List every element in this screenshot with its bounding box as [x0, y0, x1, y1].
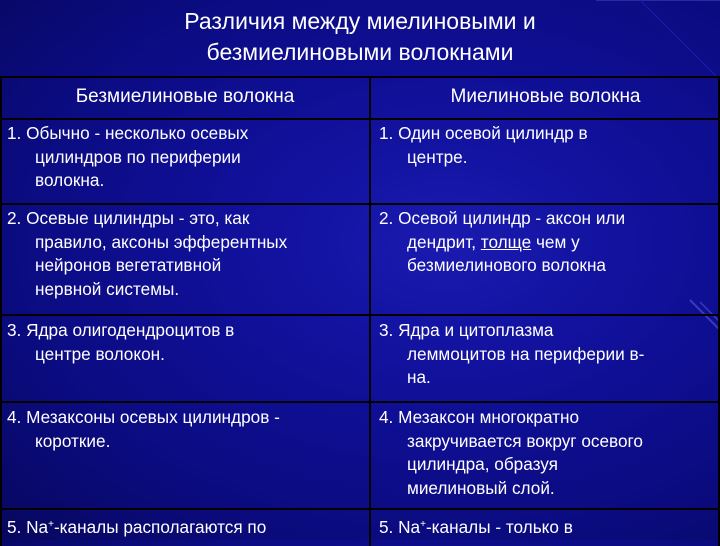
row-2-left-line: нервной системы. [35, 278, 180, 299]
row-4-unmyelinated [7, 406, 280, 453]
slide-title [0, 6, 720, 68]
row-4-right-line: закручивается вокруг осевого [407, 430, 643, 451]
row-2-left-line: правило, аксоны эфферентных [35, 231, 288, 252]
slide-title-line-1: Различия между миелиновыми и [184, 8, 536, 34]
row-5-unmyelinated [7, 516, 266, 540]
superscript-plus: + [48, 519, 54, 530]
row-4-right-line: 4. Мезаксон многократно [379, 407, 580, 427]
row-1-left-line: волокна. [35, 170, 105, 191]
row-1-right-line: 1. Один осевой цилиндр в [379, 123, 588, 143]
row-3-myelinated [379, 319, 644, 390]
row-1-unmyelinated [7, 122, 248, 193]
row-2-myelinated [379, 207, 625, 278]
row-1-right-line: центре. [407, 146, 468, 167]
row-3-right-line: на. [407, 367, 431, 388]
row-5-myelinated [379, 516, 573, 540]
row-4-left-line: короткие. [35, 430, 111, 451]
row-2-right-text: чем у [531, 231, 580, 252]
comparison-table [0, 76, 720, 546]
row-2-right-line [379, 231, 625, 255]
underlined-word: толще [480, 231, 532, 252]
header-unmyelinated: Безмиелиновые волокна [75, 86, 295, 107]
row-5-right-line [379, 516, 573, 540]
row-5-left-line [7, 516, 266, 540]
row-2-left-line: нейронов вегетативной [35, 255, 222, 276]
row-3-left-line: центре волокон. [35, 343, 165, 364]
row-1-myelinated [379, 122, 588, 169]
row-2-left-line: 2. Осевые цилиндры - это, как [7, 208, 250, 228]
row-5-left-text: -каналы располагаются по [53, 517, 267, 537]
row-1-left-line: 1. Обычно - несколько осевых [7, 123, 249, 143]
row-5-right-text: 5. Na [379, 517, 421, 537]
row-2-unmyelinated [7, 207, 287, 301]
row-4-myelinated [379, 406, 643, 500]
slide-title-line-2: безмиелиновыми волокнами [206, 39, 514, 65]
header-myelinated: Миелиновые волокна [450, 86, 641, 107]
row-1-left-line: цилиндров по периферии [35, 146, 241, 167]
row-2-right-text: дендрит, [407, 231, 481, 252]
row-5-right-text: -каналы - только в [425, 517, 573, 537]
superscript-plus: + [420, 519, 426, 530]
row-3-right-line: 3. Ядра и цитоплазма [379, 320, 554, 340]
row-2-right-line: 2. Осевой цилиндр - аксон или [379, 208, 626, 228]
row-3-left-line: 3. Ядра олигодендроцитов в [7, 320, 235, 340]
row-4-right-line: миелиновый слой. [407, 477, 555, 498]
row-4-right-line: цилиндра, образуя [407, 454, 558, 475]
row-3-right-line: леммоцитов на периферии в- [407, 343, 645, 364]
row-4-left-line: 4. Мезаксоны осевых цилиндров - [7, 407, 280, 427]
row-5-left-text: 5. Na [7, 517, 49, 537]
row-3-unmyelinated [7, 319, 234, 366]
row-2-right-line: безмиелинового волокна [407, 255, 606, 276]
